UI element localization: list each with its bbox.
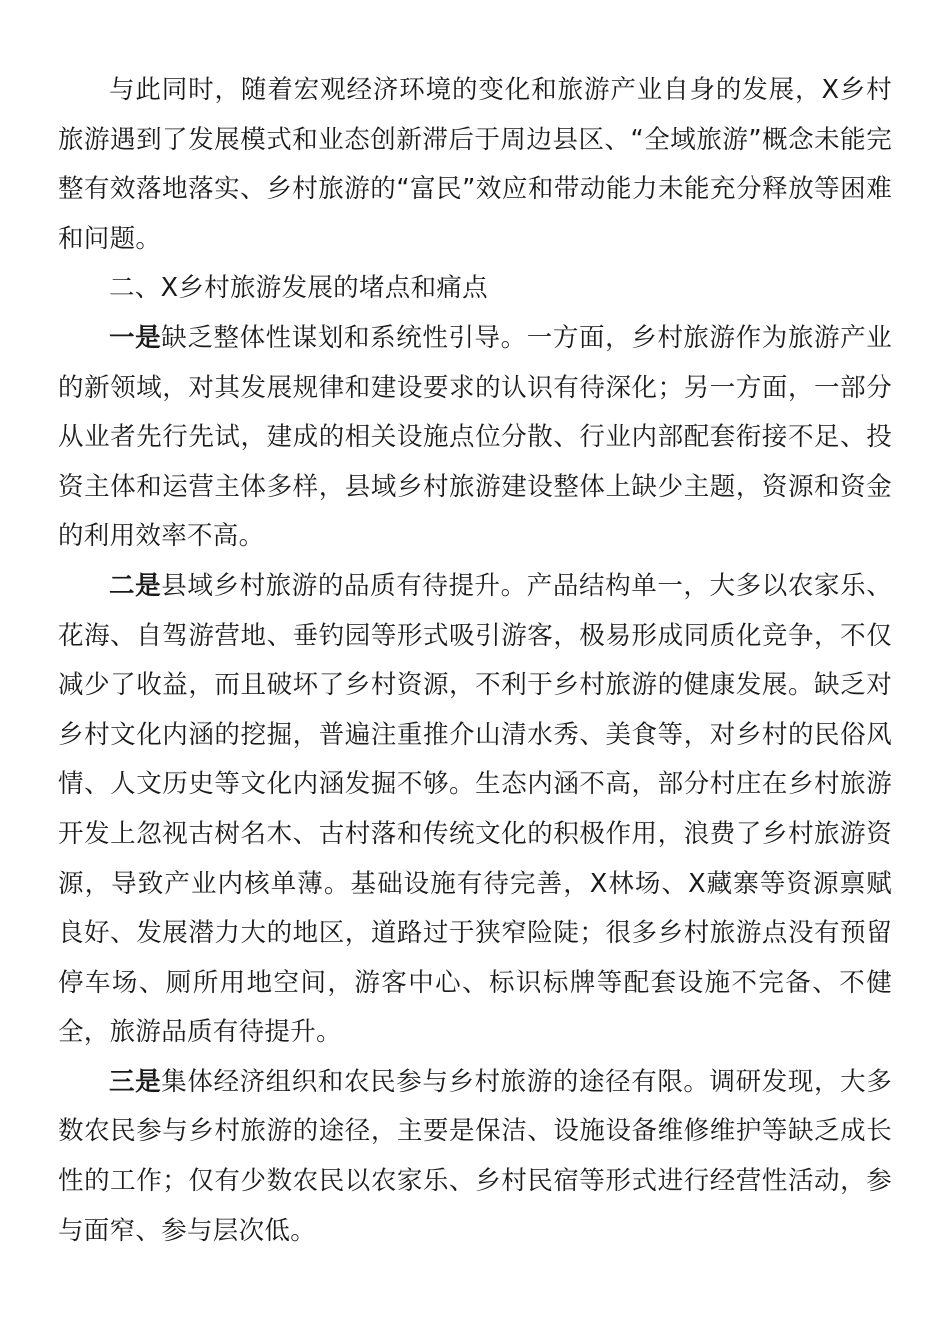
paragraph-point-3: [58, 1058, 892, 1256]
section-heading: [58, 264, 892, 314]
paragraph-context: [58, 66, 892, 264]
point-2-text: 县域乡村旅游的品质有待提升。产品结构单一，大多以农家乐、花海、自驾游营地、垂钓园等形式吸引游客，极易形成同质化竞争，不仅减少了收益，而且破坏了乡村资源，不利于乡村旅游的健康发展。缺乏对乡村文化内涵的挖掘，普遍注重推介山清水秀、美食等，对乡村的民俗风情、人文历史等文化内涵发掘不够。生态内涵不高，部分村庄在乡村旅游开发上忽视古树名木、古村落和传统文化的积极作用，浪费了乡村旅游资源，导致产业内核单薄。基础设施有待完善，X林场、X藏寨等资源禀赋良好、发展潜力大的地区，道路过于狭窄险陡；很多乡村旅游点没有预留停车场、厕所用地空间，游客中心、标识标牌等配套设施不完备、不健全，旅游品质有待提升。: [58, 570, 893, 1048]
point-1-text: 缺乏整体性谋划和系统性引导。一方面，乡村旅游作为旅游产业的新领域，对其发展规律和建设要求的认识有待深化；另一方面，一部分从业者先行先试，建成的相关设施点位分散、行业内部配套衔接不足、投资主体和运营主体多样，县域乡村旅游建设整体上缺少主题，资源和资金的利用效率不高。: [58, 322, 893, 552]
document-page: [58, 66, 892, 1256]
heading-text: 二、X乡村旅游发展的堵点和痛点: [109, 273, 488, 304]
paragraph-point-2: [58, 562, 892, 1058]
point-2-lead: 二是: [109, 570, 162, 601]
point-3-lead: 三是: [109, 1066, 162, 1097]
paragraph-point-1: [58, 314, 892, 562]
point-1-lead: 一是: [109, 322, 162, 353]
point-3-text: 集体经济组织和农民参与乡村旅游的途径有限。调研发现，大多数农民参与乡村旅游的途径，主要是保洁、设施设备维修维护等缺乏成长性的工作；仅有少数农民以农家乐、乡村民宿等形式进行经营性活动，参与面窄、参与层次低。: [58, 1066, 893, 1246]
paragraph-text: 与此同时，随着宏观经济环境的变化和旅游产业自身的发展，X乡村旅游遇到了发展模式和业态创新滞后于周边县区、“全域旅游”概念未能完整有效落地落实、乡村旅游的“富民”效应和带动能力未能充分释放等困难和问题。: [58, 75, 892, 254]
